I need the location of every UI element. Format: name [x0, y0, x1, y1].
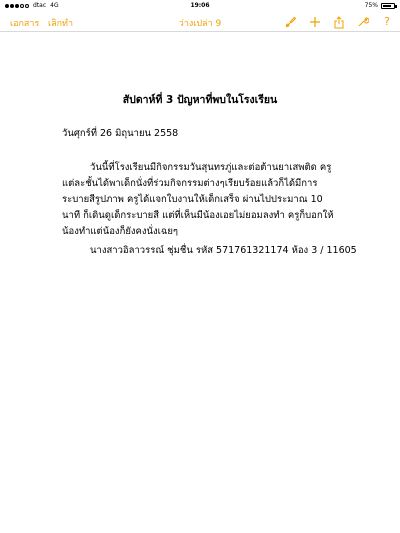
status-right [365, 0, 395, 12]
wrench-icon[interactable] [356, 15, 370, 29]
body-paragraph: วันนี้ที่โรงเรียนมีกิจกรรมวันสุนทรภู่และต่อต้านยาเสพติด ครูแต่ละชั้นได้พาเด็กนั่งที่ร่วมกิจกรรมต่างๆเรียบร้อยแล้วก็ได้มีการระบายสีรูปภาพ ครูได้แจกใบงานให้เด็กเสร็จ ผ่านไปประมาณ 10 นาที ก็เดินดูเด็กระบายสี แต่ที่เห็นมีน้องเอยไม่ยอมลงทำ ครูก็บอกให้น้องทำแต่น้องก็ยังคงนั่งเฉยๆ [62, 162, 334, 237]
toolbar-icons [284, 14, 394, 30]
battery-percent: 75% [364, 2, 378, 9]
clock: 19:06 [190, 2, 210, 9]
documents-button[interactable]: เอกสาร [10, 19, 40, 29]
carrier-label: dtac [33, 2, 47, 9]
document-canvas[interactable] [0, 32, 400, 533]
signature-line: นางสาวอิลาวรรณ์ ชุ่มชื่น รหัส 571761321174 ห้อง 3 / 11605 [90, 245, 357, 256]
undo-button[interactable]: เลิกทำ [48, 19, 74, 29]
paintbrush-icon[interactable] [284, 15, 298, 29]
toolbar [0, 12, 400, 32]
battery-icon [381, 3, 395, 9]
status-bar [0, 0, 400, 12]
help-icon[interactable]: ? [384, 15, 390, 28]
document-title[interactable]: ว่างเปล่า 9 [178, 19, 222, 29]
heading: สัปดาห์ที่ 3 ปัญหาที่พบในโรงเรียน [122, 94, 278, 106]
share-icon[interactable] [332, 15, 346, 29]
date-line: วันศุกร์ที่ 26 มิถุนายน 2558 [62, 128, 179, 139]
plus-icon[interactable] [308, 15, 322, 29]
network-label: 4G [50, 2, 59, 9]
